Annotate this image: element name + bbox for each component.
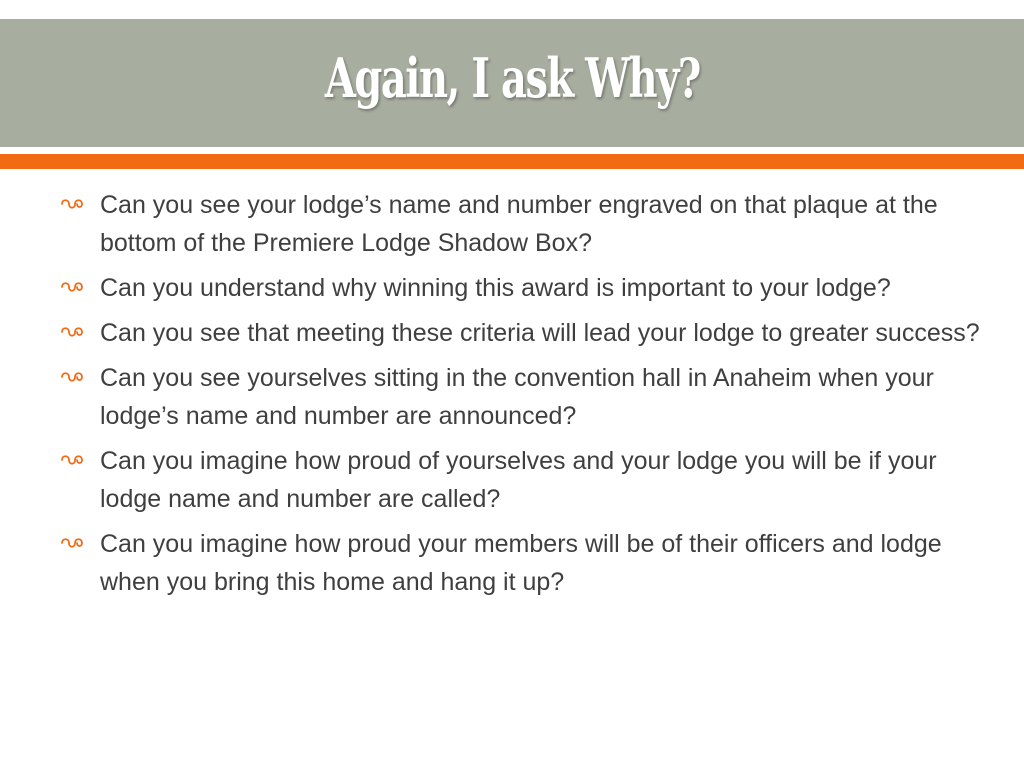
curl-bullet-icon: [60, 525, 100, 561]
curl-bullet-icon: [60, 442, 100, 478]
curl-bullet-icon: [60, 269, 100, 305]
bullet-item: [60, 186, 980, 262]
bullet-text: Can you see your lodge’s name and number engraved on that plaque at the bottom of the Premiere Lodge Shadow Box?: [100, 191, 938, 257]
slide-content: [60, 186, 980, 608]
bullet-text: Can you imagine how proud of yourselves and your lodge you will be if your lodge name and number are called?: [100, 447, 937, 513]
title-band: [0, 19, 1024, 147]
bullet-text: Can you understand why winning this award is important to your lodge?: [100, 274, 891, 302]
bullet-text: Can you see that meeting these criteria will lead your lodge to greater success?: [100, 319, 980, 347]
bullet-item: [60, 314, 980, 352]
curl-bullet-icon: [60, 359, 100, 395]
bullet-text: Can you see yourselves sitting in the convention hall in Anaheim when your lodge’s name and number are announced?: [100, 364, 934, 430]
bullet-item: [60, 525, 980, 601]
bullet-item: [60, 269, 980, 307]
curl-bullet-icon: [60, 314, 100, 350]
bullet-item: [60, 442, 980, 518]
bullet-item: [60, 359, 980, 435]
curl-bullet-icon: [60, 186, 100, 222]
accent-bar: [0, 154, 1024, 169]
bullet-text: Can you imagine how proud your members will be of their officers and lodge when you bring this home and hang it up?: [100, 530, 942, 596]
bullet-list: [60, 186, 980, 601]
slide-title: Again, I ask Why?: [324, 46, 700, 110]
